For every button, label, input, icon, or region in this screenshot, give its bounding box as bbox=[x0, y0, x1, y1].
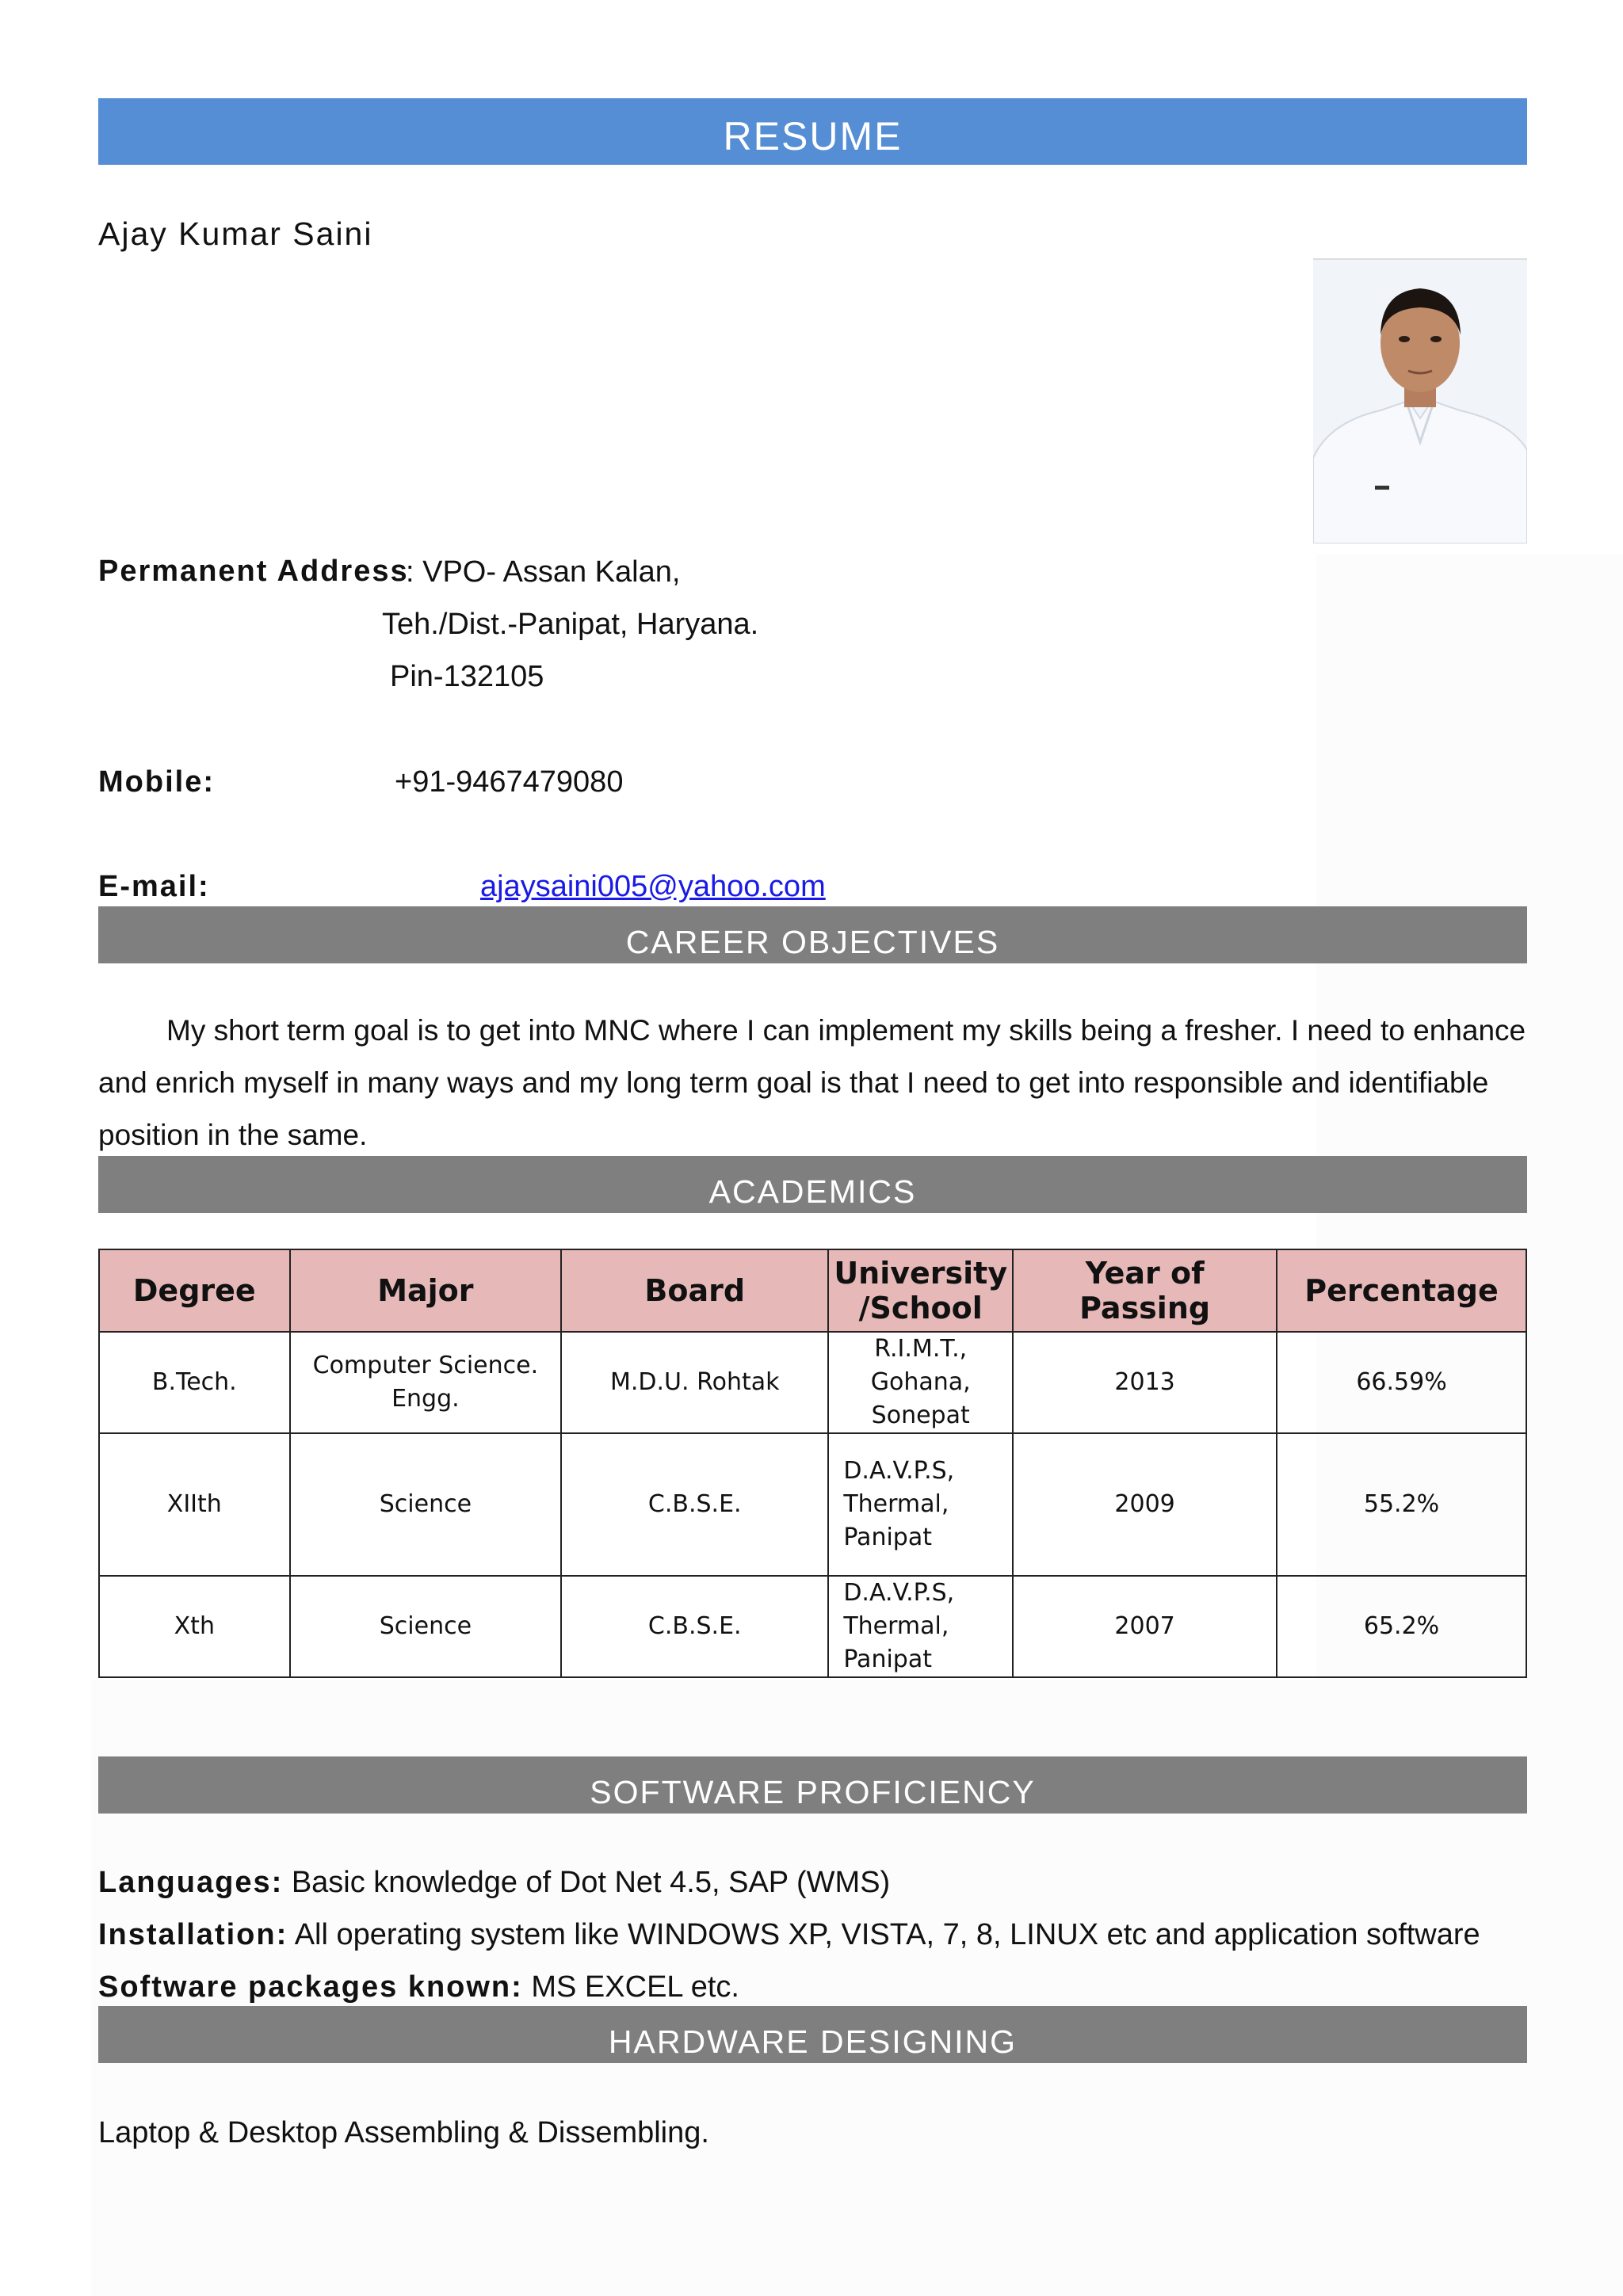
address-line-2: Teh./Dist.-Panipat, Haryana. bbox=[382, 608, 759, 641]
email-link[interactable]: ajaysaini005@yahoo.com bbox=[480, 870, 826, 903]
cell-board: M.D.U. Rohtak bbox=[561, 1332, 828, 1433]
address-line-1: : VPO- Assan Kalan, bbox=[406, 555, 681, 589]
col-university: University /School bbox=[828, 1249, 1013, 1332]
installation-value: All operating system like WINDOWS XP, VISTA, 7, 8, LINUX etc and application software bbox=[294, 1918, 1480, 1951]
table-header-row bbox=[99, 1249, 1526, 1332]
cell-percentage: 66.59% bbox=[1277, 1332, 1526, 1433]
career-objectives-header: CAREER OBJECTIVES bbox=[98, 906, 1527, 963]
cell-university: R.I.M.T., Gohana, Sonepat bbox=[828, 1332, 1013, 1433]
col-year: Year of Passing bbox=[1013, 1249, 1277, 1332]
cell-major: Science bbox=[290, 1433, 562, 1576]
cell-degree: B.Tech. bbox=[99, 1332, 290, 1433]
languages-value: Basic knowledge of Dot Net 4.5, SAP (WMS) bbox=[291, 1866, 891, 1899]
col-board: Board bbox=[561, 1249, 828, 1332]
cell-year: 2009 bbox=[1013, 1433, 1277, 1576]
hardware-designing-header: HARDWARE DESIGNING bbox=[98, 2006, 1527, 2063]
cell-year: 2007 bbox=[1013, 1576, 1277, 1677]
table-row bbox=[99, 1576, 1526, 1677]
installation-label: Installation: bbox=[98, 1918, 288, 1951]
address-label: Permanent Address bbox=[98, 555, 409, 588]
software-proficiency-header: SOFTWARE PROFICIENCY bbox=[98, 1756, 1527, 1814]
profile-photo bbox=[1313, 258, 1527, 543]
cell-board: C.B.S.E. bbox=[561, 1576, 828, 1677]
languages-label: Languages: bbox=[98, 1866, 284, 1899]
packages-line bbox=[98, 1970, 739, 2004]
cell-university: D.A.V.P.S, Thermal, Panipat bbox=[828, 1576, 1013, 1677]
cell-degree: Xth bbox=[99, 1576, 290, 1677]
mobile-number: +91-9467479080 bbox=[395, 765, 624, 799]
mobile-label: Mobile: bbox=[98, 765, 215, 799]
resume-title: RESUME bbox=[98, 98, 1527, 165]
cell-degree: XIIth bbox=[99, 1433, 290, 1576]
col-major: Major bbox=[290, 1249, 562, 1332]
installation-line bbox=[98, 1918, 1480, 1952]
email-label: E-mail: bbox=[98, 870, 210, 903]
academics-header: ACADEMICS bbox=[98, 1156, 1527, 1213]
table-row bbox=[99, 1332, 1526, 1433]
packages-label: Software packages known: bbox=[98, 1970, 523, 2004]
cell-university: D.A.V.P.S, Thermal, Panipat bbox=[828, 1433, 1013, 1576]
languages-line bbox=[98, 1866, 890, 1900]
table-row bbox=[99, 1433, 1526, 1576]
hardware-text: Laptop & Desktop Assembling & Dissembling. bbox=[98, 2116, 709, 2149]
career-objective-text bbox=[98, 1005, 1533, 1161]
academics-table bbox=[98, 1249, 1527, 1678]
career-objective-body: My short term goal is to get into MNC where I can implement my skills being a fresher. I need to enhance and enrich myself in many ways and my long term goal is that I need to get into responsible and identifiable position in the same. bbox=[98, 1014, 1526, 1151]
cell-percentage: 65.2% bbox=[1277, 1576, 1526, 1677]
cell-year: 2013 bbox=[1013, 1332, 1277, 1433]
address-line-3: Pin-132105 bbox=[390, 660, 544, 693]
col-degree: Degree bbox=[99, 1249, 290, 1332]
cell-major: Computer Science. Engg. bbox=[290, 1332, 562, 1433]
cell-board: C.B.S.E. bbox=[561, 1433, 828, 1576]
packages-value: MS EXCEL etc. bbox=[531, 1970, 739, 2004]
col-percentage: Percentage bbox=[1277, 1249, 1526, 1332]
candidate-name: Ajay Kumar Saini bbox=[98, 215, 373, 252]
cell-percentage: 55.2% bbox=[1277, 1433, 1526, 1576]
cell-major: Science bbox=[290, 1576, 562, 1677]
